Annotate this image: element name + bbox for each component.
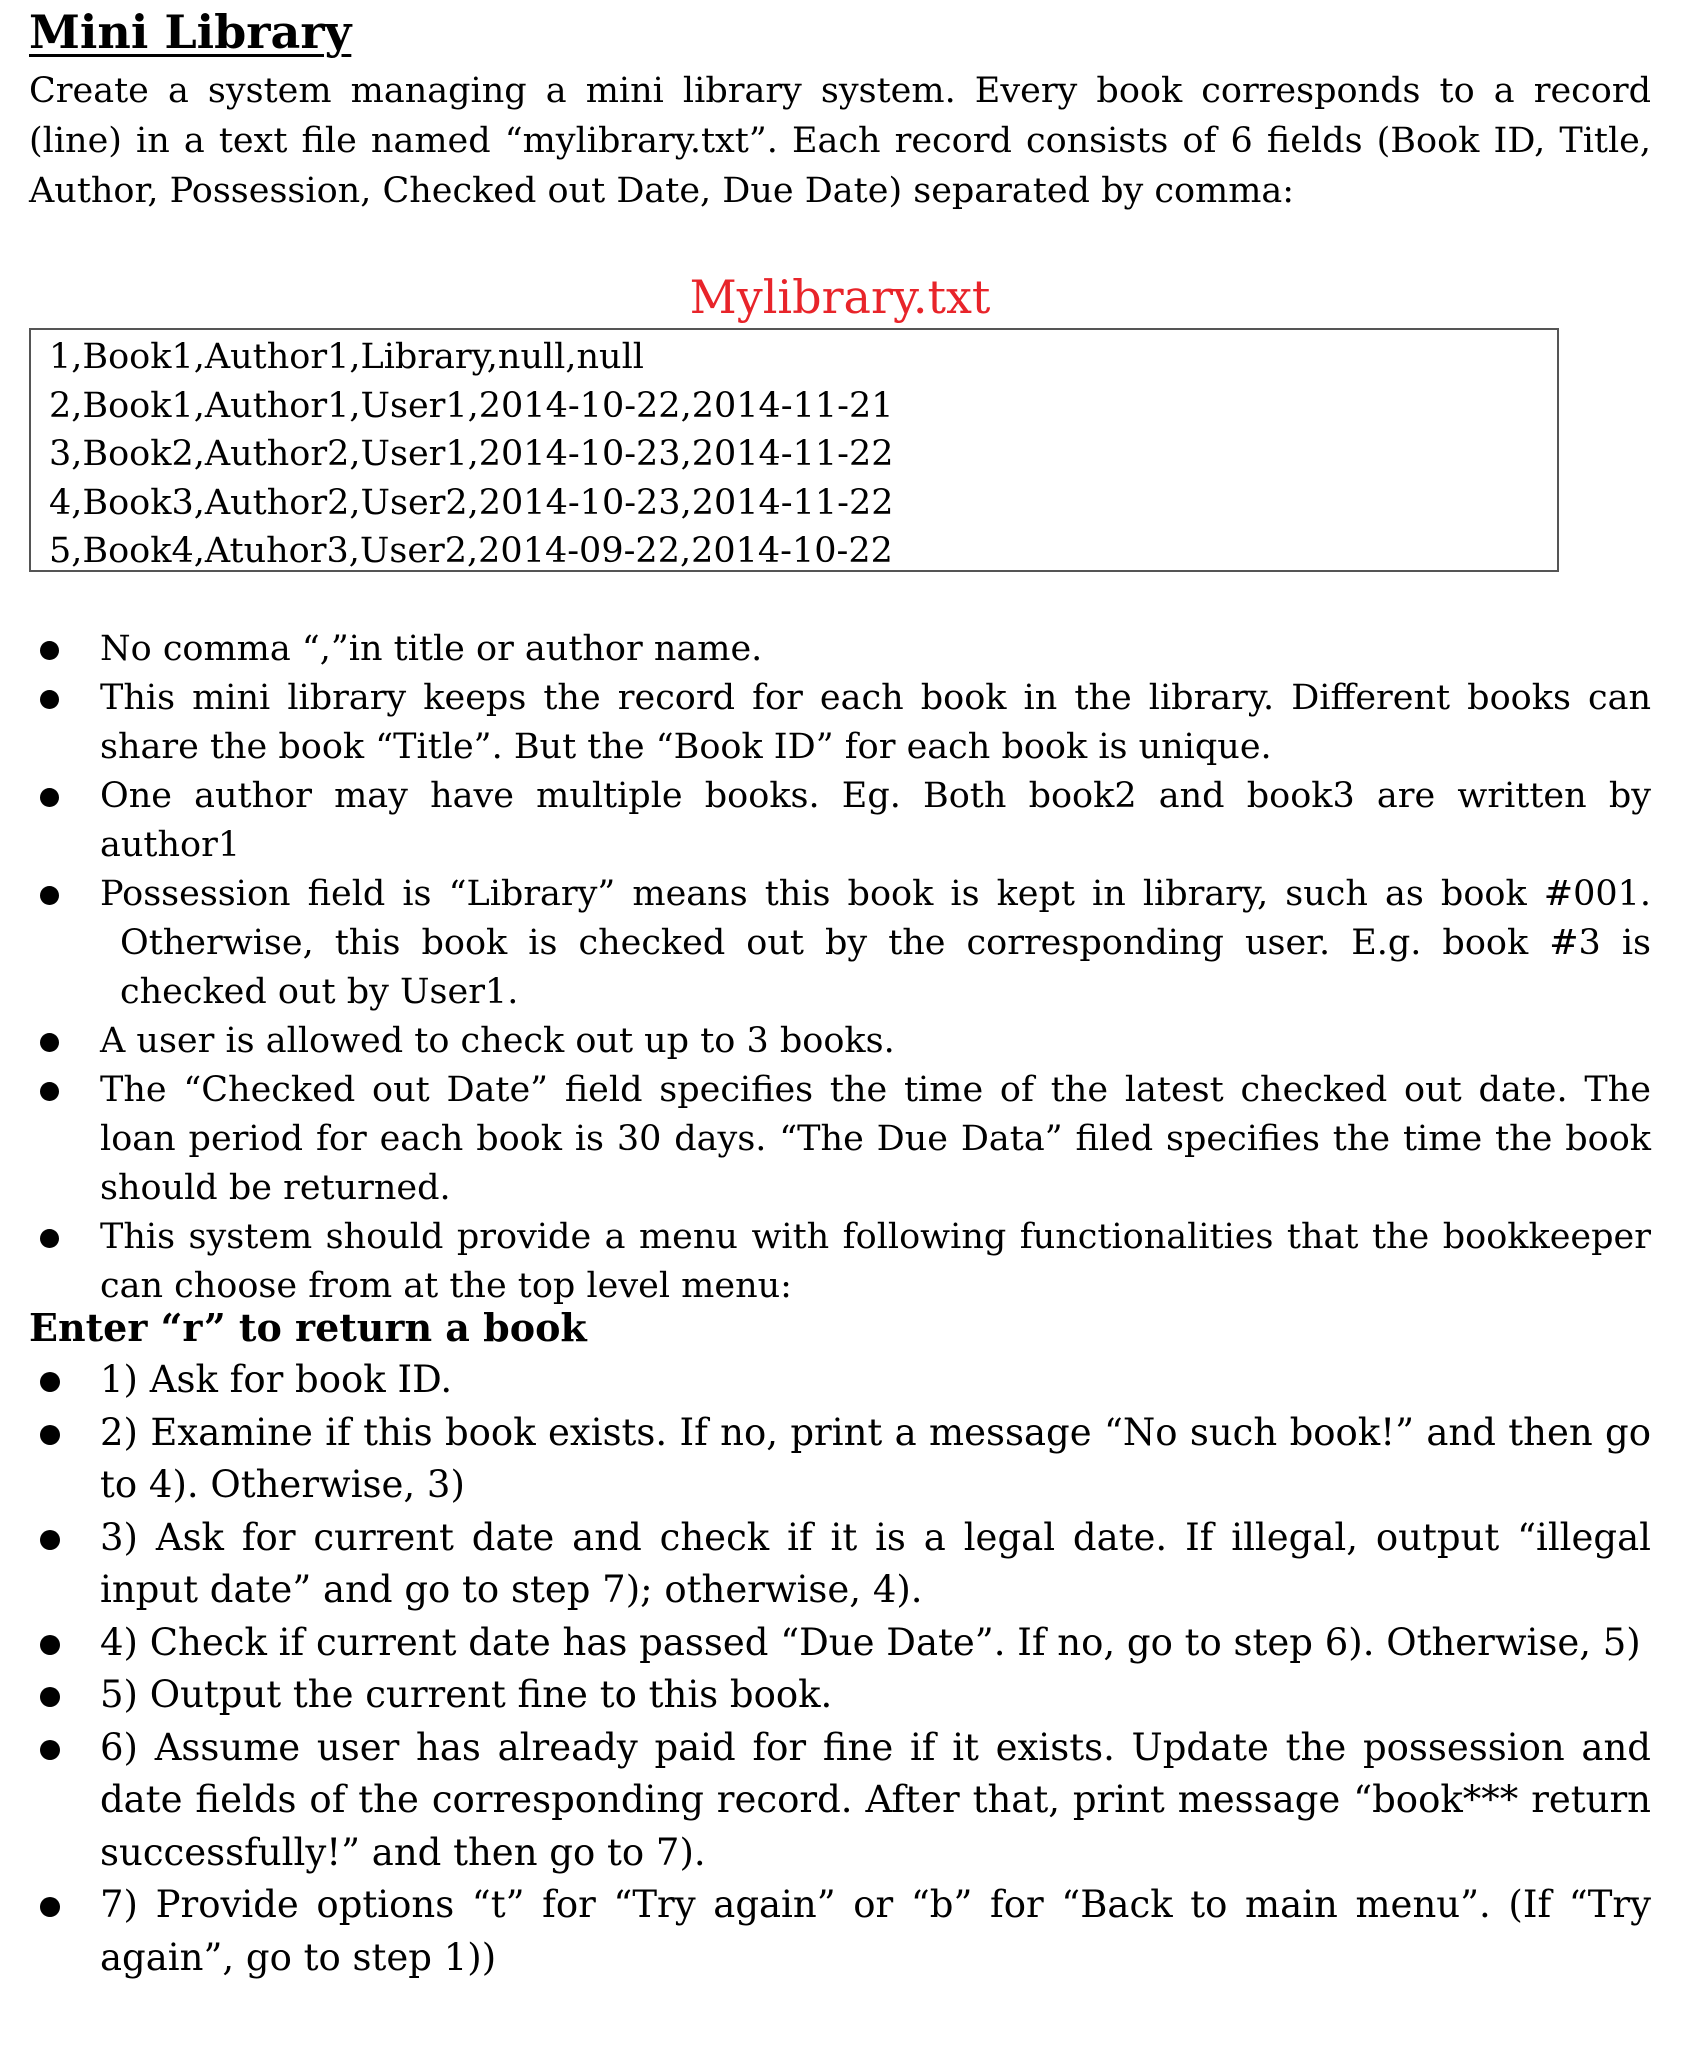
list-item xyxy=(29,1879,1651,1984)
file-name-heading: Mylibrary.txt xyxy=(689,270,991,324)
file-record-line: 1,Book1,Author1,Library,null,null xyxy=(49,337,644,377)
rule-text: This system should provide a menu with following functionalities that the bookkeeper can choose from at the top level menu: xyxy=(100,1217,1651,1306)
list-item xyxy=(29,674,1651,772)
bullet-icon xyxy=(40,1530,60,1550)
step-text: 3) Ask for current date and check if it is a legal date. If illegal, output “illegal input date” and go to step 7); otherwise, 4). xyxy=(100,1515,1651,1611)
return-steps-list xyxy=(29,1354,1651,1984)
file-contents-box xyxy=(29,328,1559,572)
file-record-line: 5,Book4,Atuhor3,User2,2014-09-22,2014-10-22 xyxy=(49,531,893,571)
bullet-icon xyxy=(40,1082,59,1101)
rule-text: One author may have multiple books. Eg. Both book2 and book3 are written by author1 xyxy=(100,776,1651,865)
list-item xyxy=(29,1512,1651,1617)
bullet-icon xyxy=(40,641,59,660)
bullet-icon xyxy=(40,1687,60,1707)
bullet-icon xyxy=(40,1635,60,1655)
page-title: Mini Library xyxy=(29,5,352,59)
list-item xyxy=(29,1722,1651,1880)
step-text: 1) Ask for book ID. xyxy=(100,1358,453,1401)
rule-text: The “Checked out Date” field specifies the time of the latest checked out date. The loan period for each book is 30 days. “The Due Data” filed specifies the time the book should be returned. xyxy=(100,1070,1651,1208)
bullet-icon xyxy=(40,1229,59,1248)
list-item xyxy=(29,772,1651,870)
step-text: 6) Assume user has already paid for fine if it exists. Update the possession and date fields of the corresponding record. After that, print message “book*** return successfully!” and then go to 7). xyxy=(100,1725,1651,1874)
bullet-icon xyxy=(40,690,59,709)
list-item xyxy=(29,1354,1651,1407)
rule-text-continued: Otherwise, this book is checked out by the corresponding user. E.g. book #3 is checked out by User1. xyxy=(120,923,1651,1012)
step-text: 2) Examine if this book exists. If no, print a message “No such book!” and then go to 4). Otherwise, 3) xyxy=(100,1410,1651,1506)
rule-text: Possession field is “Library” means this book is kept in library, such as book #001. xyxy=(100,874,1651,914)
list-item xyxy=(29,1017,1651,1066)
list-item xyxy=(29,1066,1651,1213)
list-item xyxy=(29,1213,1651,1311)
bullet-icon xyxy=(40,1033,59,1052)
list-item xyxy=(29,1669,1651,1722)
file-record-line: 4,Book3,Author2,User2,2014-10-23,2014-11-22 xyxy=(49,482,894,523)
bullet-icon xyxy=(40,1372,60,1392)
list-item xyxy=(29,1407,1651,1512)
rule-text: This mini library keeps the record for each book in the library. Different books can share the book “Title”. But the “Book ID” for each book is unique. xyxy=(100,678,1651,767)
bullet-icon xyxy=(40,1740,60,1760)
bullet-icon xyxy=(40,886,59,905)
return-section-heading: Enter “r” to return a book xyxy=(29,1305,587,1350)
step-text: 7) Provide options “t” for “Try again” or “b” for “Back to main menu”. (If “Try again”, go to step 1)) xyxy=(100,1883,1651,1979)
list-item xyxy=(29,1617,1651,1670)
rules-list xyxy=(29,625,1651,1311)
step-text: 5) Output the current fine to this book. xyxy=(100,1673,833,1716)
file-record-line: 3,Book2,Author2,User1,2014-10-23,2014-11-22 xyxy=(49,434,894,474)
rule-text: A user is allowed to check out up to 3 books. xyxy=(100,1021,895,1061)
rule-text: No comma “,”in title or author name. xyxy=(100,629,763,669)
intro-paragraph: Create a system managing a mini library system. Every book corresponds to a record (line) in a text file named “mylibrary.txt”. Each record consists of 6 fields (Book ID, Title, Author, Possession, Checked out Date, Due Date) separated by comma: xyxy=(29,71,1651,211)
list-item xyxy=(29,870,1651,1017)
bullet-icon xyxy=(40,788,59,807)
file-record-line: 2,Book1,Author1,User1,2014-10-22,2014-11-21 xyxy=(49,385,894,426)
list-item xyxy=(29,625,1651,674)
step-text: 4) Check if current date has passed “Due Date”. If no, go to step 6). Otherwise, 5) xyxy=(100,1620,1641,1664)
bullet-icon xyxy=(40,1425,60,1445)
bullet-icon xyxy=(40,1897,60,1917)
